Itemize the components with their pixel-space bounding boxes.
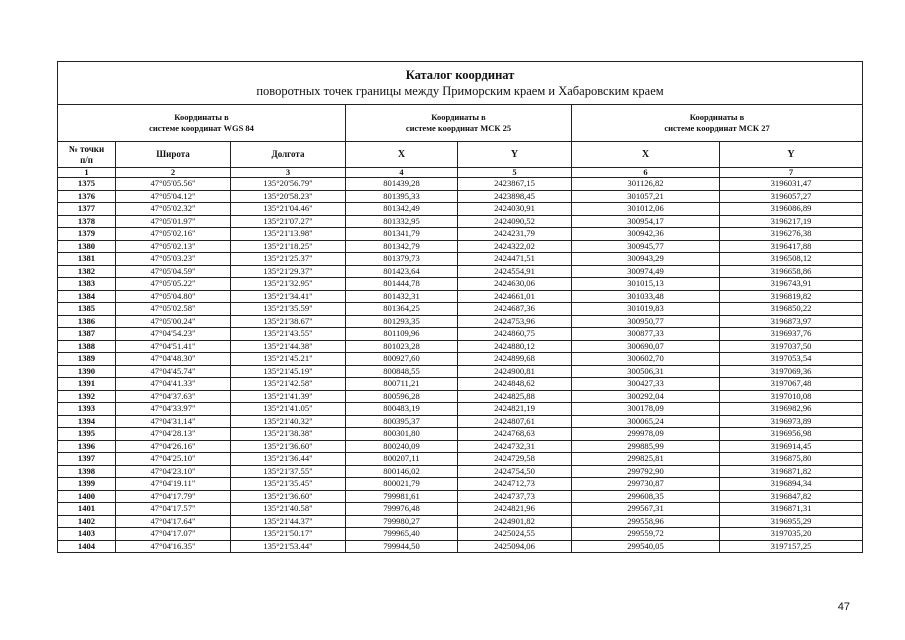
latitude-cell: 47°04'48.30" — [116, 353, 231, 366]
table-row — [58, 478, 863, 491]
msk25-x-cell: 800848,55 — [346, 365, 458, 378]
table-row — [58, 540, 863, 553]
point-number-cell: 1380 — [58, 240, 116, 253]
header-line: № точки — [68, 143, 105, 154]
longitude-cell: 135°21'43.55" — [231, 328, 346, 341]
msk25-y-cell: 2424900,81 — [458, 365, 572, 378]
longitude-cell: 135°21'41.39" — [231, 390, 346, 403]
msk27-x-cell: 299885,99 — [572, 440, 720, 453]
msk25-x-cell: 799944,50 — [346, 540, 458, 553]
header-msk25-y: Y — [458, 142, 572, 168]
msk25-y-cell: 2424729,58 — [458, 453, 572, 466]
msk25-x-cell: 801444,78 — [346, 278, 458, 291]
msk27-x-cell: 299558,96 — [572, 515, 720, 528]
msk27-y-cell: 3196508,12 — [720, 253, 863, 266]
table-row — [58, 253, 863, 266]
msk27-x-cell: 299567,31 — [572, 503, 720, 516]
point-number-cell: 1400 — [58, 490, 116, 503]
msk25-x-cell: 800301,80 — [346, 428, 458, 441]
msk27-y-cell: 3197067,48 — [720, 378, 863, 391]
msk27-x-cell: 301033,48 — [572, 290, 720, 303]
table-row — [58, 178, 863, 191]
table-row — [58, 390, 863, 403]
longitude-cell: 135°21'45.19" — [231, 365, 346, 378]
msk27-y-cell: 3196086,89 — [720, 203, 863, 216]
msk27-y-cell: 3197157,25 — [720, 540, 863, 553]
latitude-cell: 47°05'04.12" — [116, 190, 231, 203]
longitude-cell: 135°21'40.58" — [231, 503, 346, 516]
msk25-x-cell: 800711,21 — [346, 378, 458, 391]
msk25-y-cell: 2424732,31 — [458, 440, 572, 453]
latitude-cell: 47°05'02.32" — [116, 203, 231, 216]
latitude-cell: 47°04'25.10" — [116, 453, 231, 466]
table-row — [58, 340, 863, 353]
latitude-cell: 47°05'02.16" — [116, 228, 231, 241]
msk25-y-cell: 2424899,68 — [458, 353, 572, 366]
table-row — [58, 215, 863, 228]
point-number-cell: 1395 — [58, 428, 116, 441]
msk25-y-cell: 2424753,96 — [458, 315, 572, 328]
msk27-x-cell: 300690,07 — [572, 340, 720, 353]
latitude-cell: 47°04'17.64" — [116, 515, 231, 528]
point-number-cell: 1386 — [58, 315, 116, 328]
msk27-y-cell: 3197053,54 — [720, 353, 863, 366]
latitude-cell: 47°04'23.10" — [116, 465, 231, 478]
msk27-y-cell: 3196873,97 — [720, 315, 863, 328]
point-number-cell: 1382 — [58, 265, 116, 278]
msk27-y-cell: 3196847,82 — [720, 490, 863, 503]
msk27-y-cell: 3196894,34 — [720, 478, 863, 491]
msk27-x-cell: 299978,09 — [572, 428, 720, 441]
latitude-cell: 47°05'01.97" — [116, 215, 231, 228]
longitude-cell: 135°21'44.38" — [231, 340, 346, 353]
point-number-cell: 1388 — [58, 340, 116, 353]
header-point-number — [58, 142, 116, 168]
msk25-y-cell: 2424712,73 — [458, 478, 572, 491]
msk27-y-cell: 3196914,45 — [720, 440, 863, 453]
catalog-title-cell — [58, 62, 863, 105]
catalog-title: Каталог координат — [405, 67, 515, 82]
longitude-cell: 135°21'41.05" — [231, 403, 346, 416]
header-line: п/п — [80, 154, 93, 165]
point-number-cell: 1389 — [58, 353, 116, 366]
msk27-x-cell: 301019,83 — [572, 303, 720, 316]
column-number: 6 — [572, 168, 720, 178]
msk27-y-cell: 3197035,20 — [720, 528, 863, 541]
longitude-cell: 135°20'58.23" — [231, 190, 346, 203]
msk25-x-cell: 801023,28 — [346, 340, 458, 353]
point-number-cell: 1381 — [58, 253, 116, 266]
point-number-cell: 1393 — [58, 403, 116, 416]
msk25-x-cell: 800927,60 — [346, 353, 458, 366]
latitude-cell: 47°04'51.41" — [116, 340, 231, 353]
msk25-y-cell: 2424687,36 — [458, 303, 572, 316]
group-header-line: системе координат WGS 84 — [149, 123, 254, 133]
msk27-x-cell: 299559,72 — [572, 528, 720, 541]
msk27-x-cell: 301126,82 — [572, 178, 720, 191]
msk27-x-cell: 299540,05 — [572, 540, 720, 553]
latitude-cell: 47°04'37.63" — [116, 390, 231, 403]
table-row — [58, 228, 863, 241]
msk27-x-cell: 300506,31 — [572, 365, 720, 378]
msk25-y-cell: 2424821,96 — [458, 503, 572, 516]
msk27-y-cell: 3196658,86 — [720, 265, 863, 278]
msk25-y-cell: 2424471,51 — [458, 253, 572, 266]
group-header-msk25 — [346, 105, 572, 142]
longitude-cell: 135°21'35.59" — [231, 303, 346, 316]
latitude-cell: 47°05'04.59" — [116, 265, 231, 278]
point-number-cell: 1383 — [58, 278, 116, 291]
msk25-x-cell: 801364,25 — [346, 303, 458, 316]
group-header-line: системе координат МСК 25 — [405, 123, 512, 133]
msk25-y-cell: 2424661,01 — [458, 290, 572, 303]
latitude-cell: 47°05'00.24" — [116, 315, 231, 328]
latitude-cell: 47°04'31.14" — [116, 415, 231, 428]
msk27-y-cell: 3196057,27 — [720, 190, 863, 203]
group-header-line: Координаты в — [174, 112, 229, 122]
column-number: 1 — [58, 168, 116, 178]
latitude-cell: 47°04'17.79" — [116, 490, 231, 503]
point-number-cell: 1404 — [58, 540, 116, 553]
header-msk25-x: X — [346, 142, 458, 168]
table-row — [58, 365, 863, 378]
longitude-cell: 135°21'40.32" — [231, 415, 346, 428]
point-number-cell: 1375 — [58, 178, 116, 191]
longitude-cell: 135°20'56.79" — [231, 178, 346, 191]
msk25-y-cell: 2424554,91 — [458, 265, 572, 278]
msk25-y-cell: 2424231,79 — [458, 228, 572, 241]
msk25-x-cell: 799965,40 — [346, 528, 458, 541]
point-number-cell: 1403 — [58, 528, 116, 541]
msk25-x-cell: 799976,48 — [346, 503, 458, 516]
longitude-cell: 135°21'34.41" — [231, 290, 346, 303]
column-number: 2 — [116, 168, 231, 178]
table-row — [58, 378, 863, 391]
table-row — [58, 453, 863, 466]
latitude-cell: 47°04'26.16" — [116, 440, 231, 453]
msk27-x-cell: 299608,35 — [572, 490, 720, 503]
table-row — [58, 440, 863, 453]
msk25-y-cell: 2423898,45 — [458, 190, 572, 203]
msk25-x-cell: 800596,28 — [346, 390, 458, 403]
msk27-y-cell: 3196743,91 — [720, 278, 863, 291]
page-number: 47 — [837, 601, 850, 613]
table-row — [58, 515, 863, 528]
msk25-y-cell: 2424630,06 — [458, 278, 572, 291]
header-msk27-y: Y — [720, 142, 863, 168]
header-latitude: Широта — [116, 142, 231, 168]
longitude-cell: 135°21'42.58" — [231, 378, 346, 391]
point-number-cell: 1385 — [58, 303, 116, 316]
msk25-x-cell: 801439,28 — [346, 178, 458, 191]
table-row — [58, 240, 863, 253]
table-row — [58, 290, 863, 303]
msk27-x-cell: 301015,13 — [572, 278, 720, 291]
latitude-cell: 47°04'16.35" — [116, 540, 231, 553]
msk27-y-cell: 3196955,29 — [720, 515, 863, 528]
latitude-cell: 47°04'28.13" — [116, 428, 231, 441]
msk27-x-cell: 300954,17 — [572, 215, 720, 228]
point-number-cell: 1376 — [58, 190, 116, 203]
msk25-x-cell: 801432,31 — [346, 290, 458, 303]
msk27-y-cell: 3196850,22 — [720, 303, 863, 316]
msk27-x-cell: 300945,77 — [572, 240, 720, 253]
msk27-y-cell: 3197010,08 — [720, 390, 863, 403]
longitude-cell: 135°21'32.95" — [231, 278, 346, 291]
table-row — [58, 303, 863, 316]
msk27-x-cell: 300943,29 — [572, 253, 720, 266]
column-number: 3 — [231, 168, 346, 178]
msk27-y-cell: 3196871,31 — [720, 503, 863, 516]
msk25-x-cell: 801342,49 — [346, 203, 458, 216]
longitude-cell: 135°21'44.37" — [231, 515, 346, 528]
latitude-cell: 47°05'03.23" — [116, 253, 231, 266]
msk27-x-cell: 301012,06 — [572, 203, 720, 216]
msk27-y-cell: 3196956,98 — [720, 428, 863, 441]
msk25-x-cell: 799981,61 — [346, 490, 458, 503]
point-number-cell: 1398 — [58, 465, 116, 478]
msk25-y-cell: 2423867,15 — [458, 178, 572, 191]
latitude-cell: 47°05'04.80" — [116, 290, 231, 303]
msk27-x-cell: 300178,09 — [572, 403, 720, 416]
msk25-x-cell: 800021,79 — [346, 478, 458, 491]
msk25-y-cell: 2424807,61 — [458, 415, 572, 428]
point-number-cell: 1384 — [58, 290, 116, 303]
longitude-cell: 135°21'13.98" — [231, 228, 346, 241]
msk25-x-cell: 801109,96 — [346, 328, 458, 341]
msk25-x-cell: 800483,19 — [346, 403, 458, 416]
msk25-x-cell: 801379,73 — [346, 253, 458, 266]
msk25-x-cell: 801341,79 — [346, 228, 458, 241]
point-number-cell: 1399 — [58, 478, 116, 491]
msk25-x-cell: 801423,64 — [346, 265, 458, 278]
coordinate-catalog-table — [57, 61, 863, 553]
table-row — [58, 528, 863, 541]
msk25-x-cell: 801395,33 — [346, 190, 458, 203]
msk25-x-cell: 800146,02 — [346, 465, 458, 478]
msk25-x-cell: 801342,79 — [346, 240, 458, 253]
longitude-cell: 135°21'50.17" — [231, 528, 346, 541]
table-row — [58, 465, 863, 478]
latitude-cell: 47°04'41.33" — [116, 378, 231, 391]
longitude-cell: 135°21'35.45" — [231, 478, 346, 491]
longitude-cell: 135°21'37.55" — [231, 465, 346, 478]
latitude-cell: 47°04'17.57" — [116, 503, 231, 516]
table-row — [58, 328, 863, 341]
msk27-y-cell: 3196417,88 — [720, 240, 863, 253]
point-number-cell: 1401 — [58, 503, 116, 516]
msk25-y-cell: 2424322,02 — [458, 240, 572, 253]
longitude-cell: 135°21'38.38" — [231, 428, 346, 441]
msk27-y-cell: 3196937,76 — [720, 328, 863, 341]
msk27-x-cell: 299825,81 — [572, 453, 720, 466]
group-header-line: Координаты в — [431, 112, 486, 122]
group-header-line: системе координат МСК 27 — [664, 123, 770, 133]
longitude-cell: 135°21'36.60" — [231, 490, 346, 503]
table-row — [58, 278, 863, 291]
table-row — [58, 503, 863, 516]
table-row — [58, 353, 863, 366]
table-row — [58, 415, 863, 428]
latitude-cell: 47°04'17.07" — [116, 528, 231, 541]
msk25-y-cell: 2424030,91 — [458, 203, 572, 216]
msk27-y-cell: 3196982,96 — [720, 403, 863, 416]
table-row — [58, 203, 863, 216]
msk27-x-cell: 300602,70 — [572, 353, 720, 366]
msk27-x-cell: 300065,24 — [572, 415, 720, 428]
table-row — [58, 265, 863, 278]
msk27-x-cell: 300974,49 — [572, 265, 720, 278]
msk25-x-cell: 801332,95 — [346, 215, 458, 228]
longitude-cell: 135°21'36.60" — [231, 440, 346, 453]
latitude-cell: 47°04'45.74" — [116, 365, 231, 378]
msk25-x-cell: 799980,27 — [346, 515, 458, 528]
msk27-y-cell: 3196871,82 — [720, 465, 863, 478]
msk27-y-cell: 3196031,47 — [720, 178, 863, 191]
msk25-y-cell: 2424754,50 — [458, 465, 572, 478]
longitude-cell: 135°21'18.25" — [231, 240, 346, 253]
msk27-y-cell: 3196217,19 — [720, 215, 863, 228]
coordinate-rows — [58, 178, 863, 553]
msk25-y-cell: 2424901,82 — [458, 515, 572, 528]
msk27-x-cell: 300950,77 — [572, 315, 720, 328]
catalog-subtitle: поворотных точек границы между Приморским краем и Хабаровским краем — [256, 84, 664, 98]
longitude-cell: 135°21'25.37" — [231, 253, 346, 266]
longitude-cell: 135°21'45.21" — [231, 353, 346, 366]
header-msk27-x: X — [572, 142, 720, 168]
header-longitude: Долгота — [231, 142, 346, 168]
msk25-y-cell: 2424090,52 — [458, 215, 572, 228]
msk25-x-cell: 800240,09 — [346, 440, 458, 453]
point-number-cell: 1396 — [58, 440, 116, 453]
point-number-cell: 1402 — [58, 515, 116, 528]
msk25-y-cell: 2424737,73 — [458, 490, 572, 503]
point-number-cell: 1377 — [58, 203, 116, 216]
group-header-wgs84 — [58, 105, 346, 142]
group-header-msk27 — [572, 105, 863, 142]
table-row — [58, 403, 863, 416]
latitude-cell: 47°05'02.13" — [116, 240, 231, 253]
longitude-cell: 135°21'04.46" — [231, 203, 346, 216]
longitude-cell: 135°21'38.67" — [231, 315, 346, 328]
longitude-cell: 135°21'36.44" — [231, 453, 346, 466]
column-number: 7 — [720, 168, 863, 178]
msk25-y-cell: 2424848,62 — [458, 378, 572, 391]
point-number-cell: 1390 — [58, 365, 116, 378]
msk27-x-cell: 300427,33 — [572, 378, 720, 391]
latitude-cell: 47°05'05.56" — [116, 178, 231, 191]
latitude-cell: 47°05'02.58" — [116, 303, 231, 316]
msk25-y-cell: 2424821,19 — [458, 403, 572, 416]
msk25-x-cell: 800207,11 — [346, 453, 458, 466]
msk27-x-cell: 300942,36 — [572, 228, 720, 241]
table-row — [58, 190, 863, 203]
msk27-y-cell: 3196819,82 — [720, 290, 863, 303]
msk27-y-cell: 3197069,36 — [720, 365, 863, 378]
msk27-x-cell: 299730,87 — [572, 478, 720, 491]
msk25-y-cell: 2425094,06 — [458, 540, 572, 553]
point-number-cell: 1392 — [58, 390, 116, 403]
msk25-y-cell: 2425024,55 — [458, 528, 572, 541]
column-number: 4 — [346, 168, 458, 178]
point-number-cell: 1378 — [58, 215, 116, 228]
longitude-cell: 135°21'29.37" — [231, 265, 346, 278]
msk25-x-cell: 800395,37 — [346, 415, 458, 428]
msk27-x-cell: 300877,33 — [572, 328, 720, 341]
latitude-cell: 47°04'19.11" — [116, 478, 231, 491]
msk27-y-cell: 3196973,89 — [720, 415, 863, 428]
table-row — [58, 315, 863, 328]
msk25-y-cell: 2424880,12 — [458, 340, 572, 353]
point-number-cell: 1391 — [58, 378, 116, 391]
msk25-x-cell: 801293,35 — [346, 315, 458, 328]
msk27-y-cell: 3197037,50 — [720, 340, 863, 353]
longitude-cell: 135°21'53.44" — [231, 540, 346, 553]
msk27-y-cell: 3196875,80 — [720, 453, 863, 466]
point-number-cell: 1397 — [58, 453, 116, 466]
msk25-y-cell: 2424860,75 — [458, 328, 572, 341]
latitude-cell: 47°04'33.97" — [116, 403, 231, 416]
latitude-cell: 47°04'54.23" — [116, 328, 231, 341]
group-header-line: Координаты в — [689, 112, 745, 122]
point-number-cell: 1394 — [58, 415, 116, 428]
msk25-y-cell: 2424768,63 — [458, 428, 572, 441]
point-number-cell: 1387 — [58, 328, 116, 341]
longitude-cell: 135°21'07.27" — [231, 215, 346, 228]
msk25-y-cell: 2424825,88 — [458, 390, 572, 403]
point-number-cell: 1379 — [58, 228, 116, 241]
table-row — [58, 428, 863, 441]
column-number-row — [58, 168, 863, 178]
msk27-x-cell: 300292,04 — [572, 390, 720, 403]
column-number: 5 — [458, 168, 572, 178]
table-row — [58, 490, 863, 503]
msk27-x-cell: 301057,21 — [572, 190, 720, 203]
msk27-y-cell: 3196276,38 — [720, 228, 863, 241]
msk27-x-cell: 299792,90 — [572, 465, 720, 478]
latitude-cell: 47°05'05.22" — [116, 278, 231, 291]
